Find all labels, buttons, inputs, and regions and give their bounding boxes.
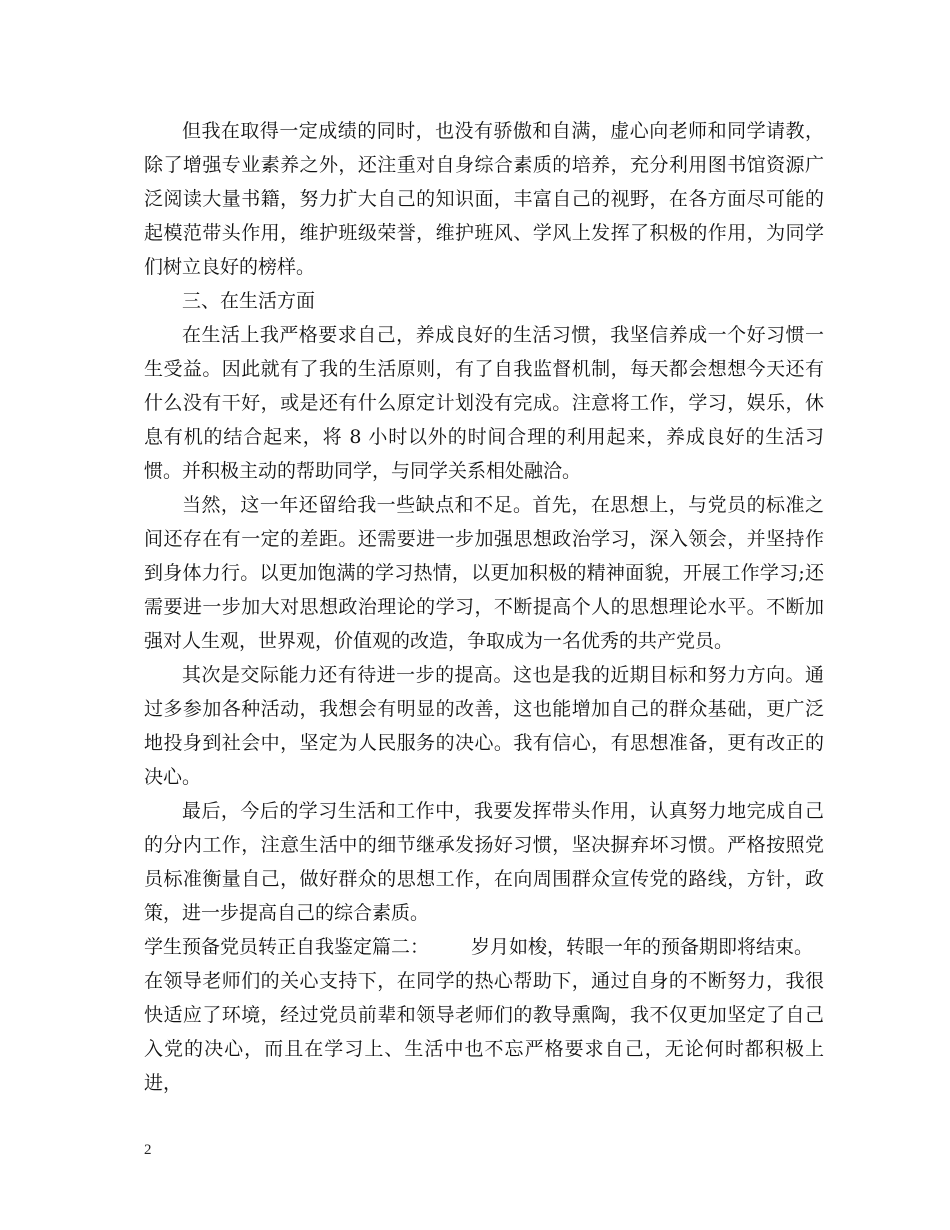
document-body <box>144 114 824 1100</box>
section-title: 学生预备党员转正自我鉴定篇二： <box>144 936 430 958</box>
paragraph-achievement: 但我在取得一定成绩的同时，也没有骄傲和自满，虚心向老师和同学请教，除了增强专业素养之外，还注重对自身综合素质的培养，充分利用图书馆资源广泛阅读大量书籍，努力扩大自己的知识面，丰富自己的视野，在各方面尽可能的起模范带头作用，维护班级荣誉，维护班风、学风上发挥了积极的作用，为同学们树立良好的榜样。 <box>144 120 824 278</box>
paragraph-communication: 其次是交际能力还有待进一步的提高。这也是我的近期目标和努力方向。通过多参加各种活动，我想会有明显的改善，这也能增加自己的群众基础，更广泛地投身到社会中，坚定为人民服务的决心。我有信心，有思想准备，更有改正的决心。 <box>144 664 824 788</box>
paragraph-life: 在生活上我严格要求自己，养成良好的生活习惯，我坚信养成一个好习惯一生受益。因此就有了我的生活原则，有了自我监督机制，每天都会想想今天还有什么没有干好，或是还有什么原定计划没有完成。注意将工作，学习，娱乐，休息有机的结合起来，将 8 小时以外的时间合理的利用起来，养成良好的生活习惯。并积极主动的帮助同学，与同学关系相处融洽。 <box>144 324 824 482</box>
paragraph-shortcomings: 当然，这一年还留给我一些缺点和不足。首先，在思想上，与党员的标准之间还存在有一定的差距。还需要进一步加强思想政治学习，深入领会，并坚持作到身体力行。以更加饱满的学习热情，以更加积极的精神面貌，开展工作学习;还需要进一步加大对思想政治理论的学习，不断提高个人的思想理论水平。不断加强对人生观，世界观，价值观的改造，争取成为一名优秀的共产党员。 <box>144 494 824 652</box>
paragraph-future: 最后，今后的学习生活和工作中，我要发挥带头作用，认真努力地完成自己的分内工作，注意生活中的细节继承发扬好习惯，坚决摒弃坏习惯。严格按照党员标准衡量自己，做好群众的思想工作，在向周围群众宣传党的路线，方针，政策，进一步提高自己的综合素质。 <box>144 800 824 924</box>
section-first-sentence: 岁月如梭，转眼一年的预备期即将结束。 <box>471 936 814 958</box>
page-number: 2 <box>144 1142 152 1158</box>
section-title-line <box>144 930 824 964</box>
paragraph-section-continuation: 在领导老师们的关心支持下，在同学的热心帮助下，通过自身的不断努力，我很快适应了环境，经过党员前辈和领导老师们的教导熏陶，我不仅更加坚定了自己入党的决心，而且在学习上、生活中也不忘严格要求自己，无论何时都积极上进， <box>144 970 824 1094</box>
heading-life-aspect: 三、在生活方面 <box>182 290 316 312</box>
